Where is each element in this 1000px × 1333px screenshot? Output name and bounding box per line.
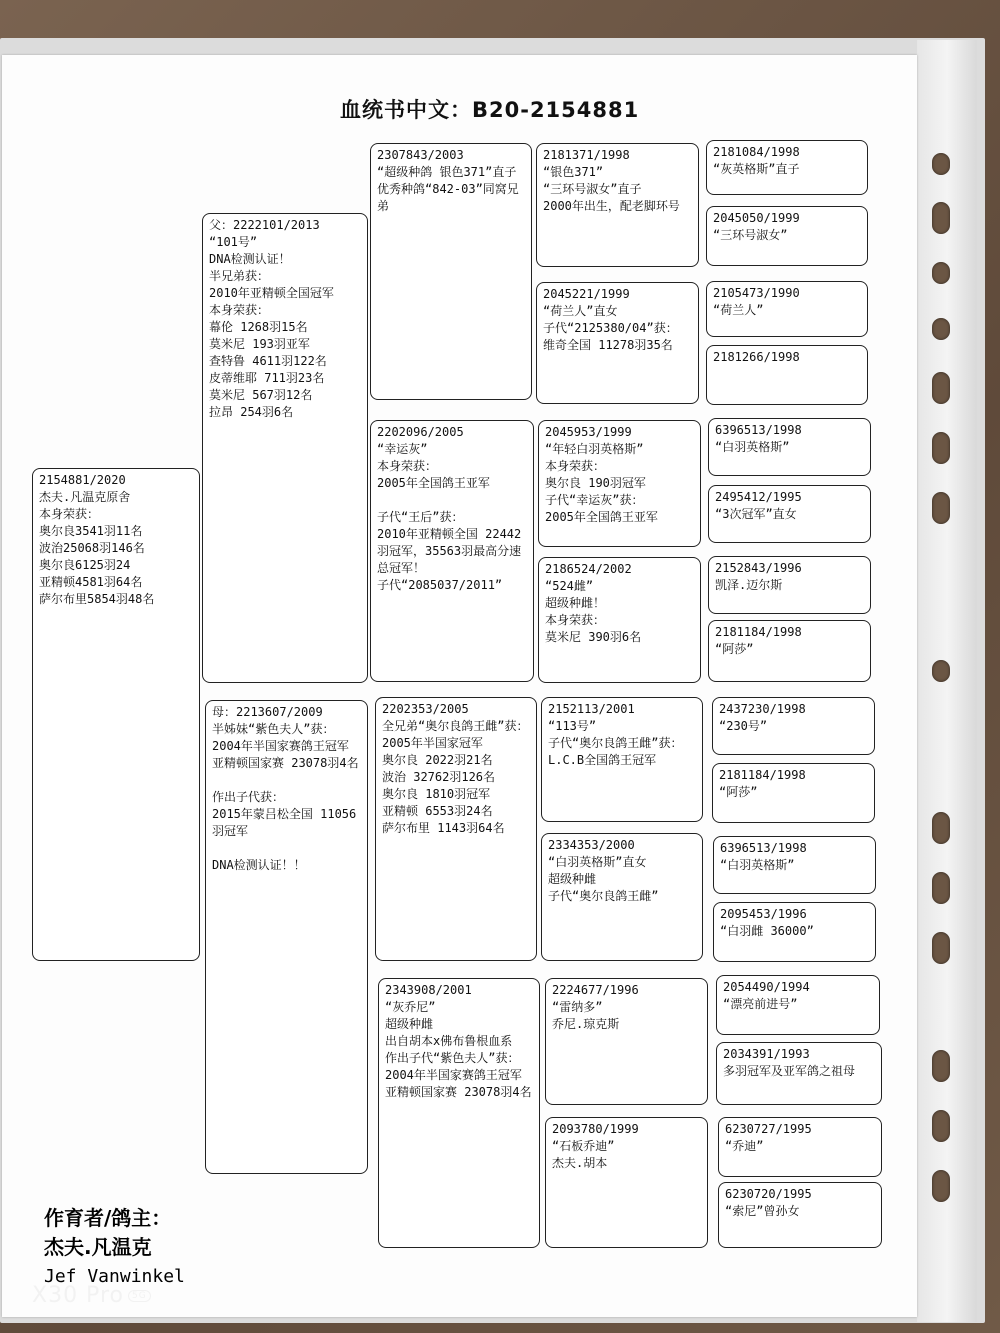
camera-watermark	[32, 1283, 151, 1308]
ring-number: 2152843/1996	[715, 561, 802, 575]
ancestor-box-1	[706, 140, 868, 195]
sire-sire-sire-box	[536, 143, 699, 267]
pedigree-line: 半姊妹“紫色夫人”获：	[212, 722, 335, 736]
pedigree-line: “101号”	[209, 235, 258, 249]
dam-dam-box	[378, 978, 540, 1248]
ancestor-box-11	[713, 836, 876, 894]
ring-number: 2034391/1993	[723, 1047, 810, 1061]
binder-hole	[932, 318, 950, 340]
pedigree-line: 子代“2085037/2011”	[377, 578, 503, 592]
network-badge: 5G	[128, 1290, 151, 1302]
ring-number: 2181184/1998	[715, 625, 802, 639]
ancestor-box-3	[706, 281, 868, 337]
breeder-block	[44, 1204, 185, 1291]
pedigree-line: 波治 32762羽126名	[382, 770, 496, 784]
pedigree-line: 子代“2125380/04”获：	[543, 321, 678, 335]
pedigree-line: 萨尔布里 1143羽64名	[382, 821, 505, 835]
ring-number: 6396513/1998	[715, 423, 802, 437]
pedigree-line: “石板乔迪”	[552, 1139, 615, 1153]
ring-number: 2202353/2005	[382, 702, 469, 716]
ancestor-box-14	[716, 1042, 882, 1105]
ring-number: 2181371/1998	[543, 148, 630, 162]
dam-sire-dam-box	[541, 833, 703, 961]
ring-number: 6230727/1995	[725, 1122, 812, 1136]
pedigree-line: 2004年半国家赛鸽王冠军	[385, 1068, 522, 1082]
ring-number: 2307843/2003	[377, 148, 464, 162]
pedigree-line: “三环号淑女”直子	[543, 182, 642, 196]
pedigree-line: 亚精顿 6553羽24名	[382, 804, 493, 818]
sire-dam-box	[370, 420, 534, 682]
pedigree-line: 莫米尼 390羽6名	[545, 630, 642, 644]
ring-number: 6396513/1998	[720, 841, 807, 855]
camera-brand: X30 Pro	[32, 1283, 124, 1308]
pedigree-line: 本身荣获：	[545, 459, 606, 473]
pedigree-line	[212, 840, 361, 857]
pedigree-line: 杰夫.胡本	[552, 1156, 608, 1170]
pedigree-line: 乔尼.琼克斯	[552, 1017, 620, 1031]
dam-dam-dam-box	[545, 1117, 708, 1248]
binder-hole	[932, 872, 950, 904]
pedigree-line: 亚精顿4581羽64名	[39, 575, 143, 589]
pedigree-line: 超级种雌	[548, 872, 597, 886]
sire-dam-sire-box	[538, 420, 701, 547]
ancestor-box-4	[706, 345, 868, 405]
pedigree-line: 作出子代获：	[212, 790, 285, 804]
pedigree-line: “银色371”	[543, 165, 604, 179]
ancestor-box-13	[716, 975, 880, 1035]
pedigree-line	[377, 492, 527, 509]
ancestor-box-16	[718, 1182, 882, 1248]
pedigree-line: 子代“奥尔良鸽王雌”	[548, 889, 659, 903]
breeder-name-cn: 杰夫.凡温克	[44, 1235, 152, 1259]
pedigree-line: DNA检测认证！！	[212, 858, 306, 872]
pedigree-line: “漂亮前进号”	[723, 997, 798, 1011]
ring-number: 2202096/2005	[377, 425, 464, 439]
pedigree-line: “3次冠军”直女	[715, 507, 797, 521]
ring-number: 2105473/1990	[713, 286, 800, 300]
ancestor-box-15	[718, 1117, 882, 1177]
binder-hole	[932, 153, 950, 175]
pedigree-line: 莫米尼 193羽亚军	[209, 337, 310, 351]
pedigree-line: 本身荣获：	[39, 507, 100, 521]
dam-box	[205, 700, 368, 1174]
breeder-label: 作育者/鸽主：	[44, 1206, 172, 1230]
pedigree-line: 2000年出生，配老脚环号	[543, 199, 680, 213]
sire-sire-box	[370, 143, 532, 400]
pedigree-line: “阿莎”	[719, 785, 758, 799]
ring-number: 2186524/2002	[545, 562, 632, 576]
pedigree-line: 奥尔良 1810羽冠军	[382, 787, 491, 801]
pedigree-line: 优秀种鸽“842-03”同窝兄弟	[377, 182, 519, 213]
pedigree-line: 2010年亚精顿全国 22442羽冠军，35563羽最高分速总冠军！	[377, 527, 522, 575]
pedigree-line: 出自胡本x佛布鲁根血系	[385, 1034, 513, 1048]
pedigree-line: 本身荣获：	[545, 613, 606, 627]
pedigree-line: 奥尔良3541羽11名	[39, 524, 143, 538]
pedigree-line: “乔迪”	[725, 1139, 764, 1153]
pedigree-line: 查特鲁 4611羽122名	[209, 354, 327, 368]
pedigree-line: 2005年全国鸽王亚军	[545, 510, 658, 524]
breeder-name-en: Jef Vanwinkel	[44, 1266, 185, 1287]
page-title: 血统书中文：B20-2154881	[340, 98, 640, 122]
pedigree-line: 波治25068羽146名	[39, 541, 145, 555]
ancestor-box-2	[706, 206, 868, 266]
ring-number: 2093780/1999	[552, 1122, 639, 1136]
pedigree-line: 多羽冠军及亚军鸽之祖母	[723, 1064, 856, 1078]
pedigree-line: 超级种雌！	[545, 596, 606, 610]
binder-hole	[932, 432, 950, 464]
sire-box	[202, 213, 368, 683]
pedigree-line: 莫米尼 567羽12名	[209, 388, 313, 402]
pedigree-line: 超级种雌	[385, 1017, 434, 1031]
pedigree-line: “超级种鸽 银色371”直子	[377, 165, 517, 179]
pedigree-line: 全兄弟“奥尔良鸽王雌”获：	[382, 719, 529, 733]
ring-number: 2045953/1999	[545, 425, 632, 439]
pedigree-line: 幕伦 1268羽15名	[209, 320, 308, 334]
ring-number: 6230720/1995	[725, 1187, 812, 1201]
binder-hole	[932, 1110, 950, 1142]
binder-hole	[932, 1170, 950, 1202]
ring-number: 2152113/2001	[548, 702, 635, 716]
pedigree-line: “荷兰人”直女	[543, 304, 618, 318]
pedigree-line: “230号”	[719, 719, 768, 733]
dam-sire-box	[375, 697, 537, 961]
pedigree-line: L.C.B全国鸽王冠军	[548, 753, 657, 767]
pedigree-line: “雷纳多”	[552, 1000, 603, 1014]
binder-hole	[932, 1050, 950, 1082]
pedigree-line: 2010年亚精顿全国冠军	[209, 286, 334, 300]
pedigree-line: 2005年半国家冠军	[382, 736, 483, 750]
pedigree-line: “索尼”曾孙女	[725, 1204, 800, 1218]
pedigree-line: “灰乔尼”	[385, 1000, 436, 1014]
pedigree-line: “白羽英格斯”	[720, 858, 795, 872]
ring-number: 2437230/1998	[719, 702, 806, 716]
pedigree-line: 皮蒂维耶 711羽23名	[209, 371, 325, 385]
pedigree-line	[212, 772, 361, 789]
pedigree-line: “三环号淑女”	[713, 228, 788, 242]
ring-number: 2095453/1996	[720, 907, 807, 921]
pedigree-line: “白羽雌 36000”	[720, 924, 814, 938]
binder-hole	[932, 202, 950, 234]
sire-dam-dam-box	[538, 557, 701, 683]
pedigree-line: “阿莎”	[715, 642, 754, 656]
ring-number: 母：2213607/2009	[212, 705, 323, 719]
pedigree-line: 本身荣获：	[377, 459, 438, 473]
ring-number: 2045050/1999	[713, 211, 800, 225]
binder-hole	[932, 262, 950, 284]
ancestor-box-12	[713, 902, 876, 962]
pedigree-line: 作出子代“紫色夫人”获：	[385, 1051, 520, 1065]
binder-hole	[932, 492, 950, 524]
ancestor-box-7	[708, 556, 871, 614]
ring-number: 2495412/1995	[715, 490, 802, 504]
binder-hole	[932, 660, 950, 682]
pedigree-line: 2015年蒙吕松全国 11056羽冠军	[212, 807, 357, 838]
binder-hole	[932, 812, 950, 844]
ring-number: 2154881/2020	[39, 473, 126, 487]
ring-number: 父：2222101/2013	[209, 218, 320, 232]
pedigree-line: “白羽英格斯”	[715, 440, 790, 454]
ring-number: 2343908/2001	[385, 983, 472, 997]
sire-sire-dam-box	[536, 282, 699, 404]
pedigree-line: DNA检测认证！	[209, 252, 291, 266]
bird-box	[32, 468, 200, 961]
ring-number: 2224677/1996	[552, 983, 639, 997]
pedigree-line: “年轻白羽英格斯”	[545, 442, 644, 456]
pedigree-line: 奥尔良6125羽24	[39, 558, 131, 572]
pedigree-line: 奥尔良 2022羽21名	[382, 753, 493, 767]
pedigree-line: 半兄弟获：	[209, 269, 270, 283]
pedigree-line: “荷兰人”	[713, 303, 764, 317]
dam-dam-sire-box	[545, 978, 708, 1105]
pedigree-line: 拉昂 254羽6名	[209, 405, 294, 419]
pedigree-line: 凯泽.迈尔斯	[715, 578, 783, 592]
pedigree-line: “113号”	[548, 719, 597, 733]
pedigree-line: 2004年半国家赛鸽王冠军	[212, 739, 349, 753]
binder-hole	[932, 372, 950, 404]
ring-number: 2181084/1998	[713, 145, 800, 159]
ring-number: 2181184/1998	[719, 768, 806, 782]
pedigree-line: 奥尔良 190羽冠军	[545, 476, 646, 490]
pedigree-line: 亚精顿国家赛 23078羽4名	[385, 1085, 532, 1099]
pedigree-line: 子代“幸运灰”获：	[545, 493, 644, 507]
pedigree-line: 亚精顿国家赛 23078羽4名	[212, 756, 359, 770]
ring-number: 2181266/1998	[713, 350, 800, 364]
pedigree-line: “524雌”	[545, 579, 594, 593]
ancestor-box-10	[712, 763, 875, 823]
pedigree-line: “灰英格斯”直子	[713, 162, 800, 176]
ring-number: 2054490/1994	[723, 980, 810, 994]
pedigree-line: “白羽英格斯”直女	[548, 855, 647, 869]
pedigree-line: “幸运灰”	[377, 442, 428, 456]
ring-number: 2045221/1999	[543, 287, 630, 301]
pedigree-line: 子代“王后”获：	[377, 510, 464, 524]
pedigree-line: 子代“奥尔良鸽王雌”获：	[548, 736, 683, 750]
pedigree-line: 2005年全国鸽王亚军	[377, 476, 490, 490]
dam-sire-sire-box	[541, 697, 703, 822]
pedigree-line: 维奇全国 11278羽35名	[543, 338, 673, 352]
ancestor-box-6	[708, 485, 871, 543]
ancestor-box-5	[708, 418, 871, 476]
ancestor-box-9	[712, 697, 875, 755]
pedigree-line: 萨尔布里5854羽48名	[39, 592, 155, 606]
ring-number: 2334353/2000	[548, 838, 635, 852]
ancestor-box-8	[708, 620, 871, 682]
pedigree-line: 杰夫.凡温克原舍	[39, 490, 131, 504]
pedigree-line: 本身荣获：	[209, 303, 270, 317]
binder-hole	[932, 932, 950, 964]
